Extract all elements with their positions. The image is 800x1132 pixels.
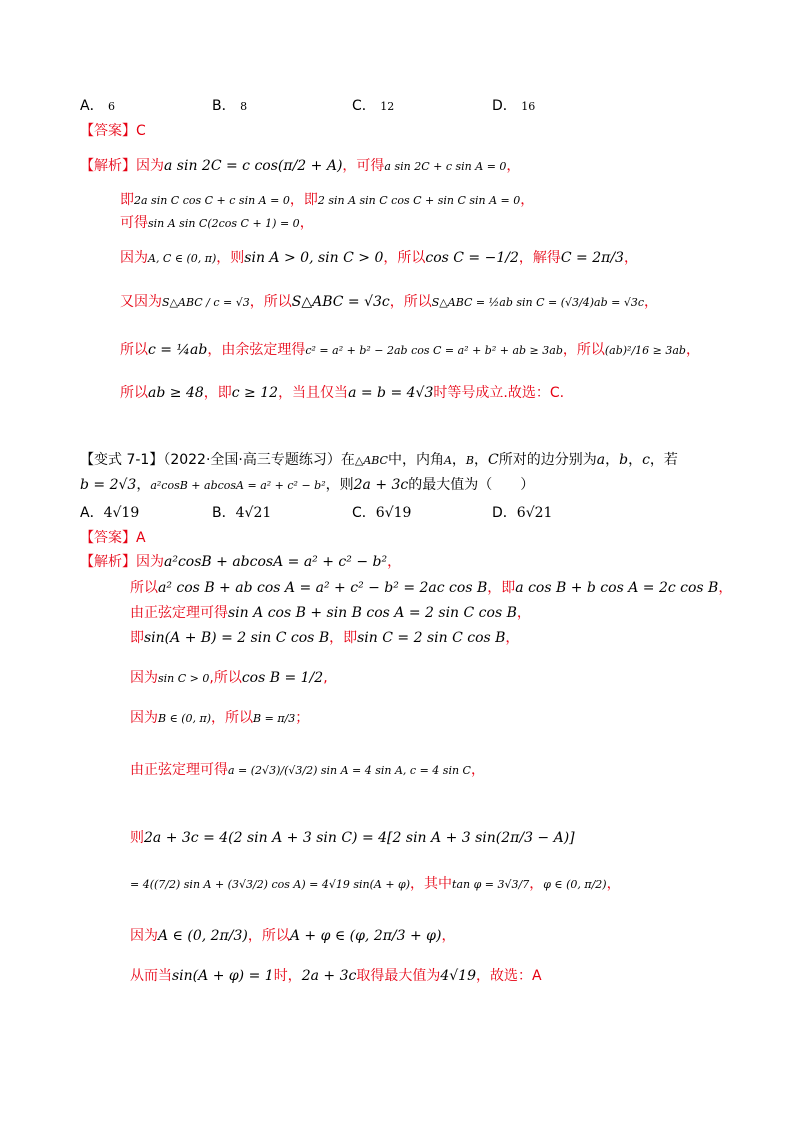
q2-condition (80, 475, 534, 496)
text: 因为 (130, 928, 158, 944)
text: ； (295, 710, 310, 726)
formula: b (619, 452, 629, 468)
formula: sin C > 0 (158, 672, 210, 685)
formula: tan φ = 3√3/7 (452, 878, 530, 891)
text: 即 (120, 192, 134, 208)
q2-analysis-line-11 (130, 966, 542, 986)
text: ，则 (325, 477, 354, 493)
option-c-label: C． (352, 98, 376, 114)
text: ，即 (487, 580, 516, 596)
text: ， (520, 192, 535, 208)
formula: △ABC (354, 454, 388, 467)
formula: S△ABC / c = √3 (162, 296, 250, 309)
formula: C (488, 452, 499, 468)
text: 所以 (120, 342, 148, 358)
text: ， (136, 477, 151, 493)
formula: 2 sin A sin C cos C + sin C sin A = 0 (317, 194, 521, 207)
q2-option-c (352, 503, 411, 523)
text: ， (506, 158, 521, 174)
q2-analysis-line-3 (130, 603, 531, 623)
text: ，当且仅当 (278, 385, 349, 401)
text: 在 (340, 452, 355, 468)
formula: a = (2√3)/(√3/2) sin A = 4 sin A, c = 4 sin C (228, 764, 471, 777)
formula: (ab)²/16 ≥ 3ab (604, 344, 686, 357)
answer-tag: 【答案】 (80, 123, 136, 139)
formula: c² = a² + b² − 2ab cos C = a² + b² + ab ≥ 3ab (305, 344, 563, 357)
formula: sin(A + φ) = 1 (172, 968, 274, 984)
text: ，若 (649, 452, 678, 468)
option-d-value: 16 (521, 100, 536, 113)
formula: 4√19 (440, 968, 476, 984)
q2-header (80, 450, 678, 471)
formula: a²cosB + abcosA = a² + c² − b² (150, 479, 326, 492)
option-value: 4√19 (103, 505, 140, 521)
text: ，所以 (211, 710, 254, 726)
formula: C = 2π/3 (560, 250, 624, 266)
text: 所以 (130, 580, 158, 596)
text: ， (644, 294, 659, 310)
q2-analysis-line-1 (80, 552, 401, 572)
q2-analysis-line-8 (130, 828, 575, 848)
formula: B = π/3 (253, 712, 296, 725)
formula: cos B = 1/2 (241, 670, 324, 686)
text: 由正弦定理可得 (130, 762, 228, 778)
formula: 2a + 3c = 4(2 sin A + 3 sin C) = 4[2 sin A + 3 sin(2π/3 − A)] (144, 830, 575, 846)
text: 中，内角 (387, 452, 444, 468)
option-b-value: 8 (240, 100, 248, 113)
formula: 2a + 3c (353, 477, 409, 493)
text: ，所以 (249, 294, 292, 310)
analysis-tag: 【解析】 (80, 158, 136, 174)
analysis-tag: 【解析】 (80, 554, 136, 570)
text: ，所以 (389, 294, 432, 310)
formula: A ∈ (0, 2π/3) (158, 928, 248, 944)
text: 从而当 (130, 968, 172, 984)
q2-analysis-line-7 (130, 760, 485, 781)
text: ， (516, 605, 531, 621)
text: ， (387, 554, 402, 570)
q2-option-b (212, 503, 271, 523)
formula: sin A cos B + sin B cos A = 2 sin C cos B (228, 605, 517, 621)
text: ，所以 (247, 928, 290, 944)
text: ，故选：A (475, 968, 542, 984)
formula: sin A sin C(2cos C + 1) = 0 (148, 217, 300, 230)
option-c (352, 96, 394, 117)
text: ，即 (329, 630, 358, 646)
option-a (80, 96, 115, 117)
q1-answer (80, 121, 146, 141)
formula: A + φ ∈ (φ, 2π/3 + φ) (289, 928, 442, 944)
answer-value: A (136, 530, 146, 546)
text: 所以 (120, 385, 148, 401)
formula: φ ∈ (0, π/2) (543, 878, 607, 891)
q2-analysis-line-6 (130, 708, 309, 729)
text: ， (605, 452, 620, 468)
formula: b = 2√3 (80, 477, 137, 493)
text: 的最大值为（ ） (408, 477, 535, 493)
formula: a sin 2C = c cos(π/2 + A) (164, 158, 343, 174)
text: , (323, 670, 328, 686)
formula: cos C = −1/2 (425, 250, 519, 266)
text: ， (628, 452, 643, 468)
formula: 2a sin C cos C + c sin A = 0 (134, 194, 290, 207)
q1-analysis-line-5 (120, 292, 658, 313)
option-label: B． (212, 505, 236, 521)
q2-analysis-line-9 (130, 874, 621, 895)
option-b-label: B． (212, 98, 236, 114)
text: ， (505, 630, 520, 646)
text: ， (623, 250, 638, 266)
formula: B (465, 454, 475, 467)
option-value: 6√19 (375, 505, 412, 521)
q2-analysis-line-5 (130, 668, 328, 689)
text: ，由余弦定理得 (207, 342, 306, 358)
formula: c = ¼ab (148, 342, 208, 358)
variant-tag: 【变式 7-1】 (80, 452, 164, 468)
q1-analysis-line-1 (80, 156, 520, 177)
formula: sin C = 2 sin C cos B (357, 630, 506, 646)
text: 时等号成立.故选：C. (433, 385, 565, 401)
text: 因为 (130, 710, 158, 726)
q1-analysis-line-3 (120, 213, 314, 234)
formula: c (642, 452, 650, 468)
formula: c ≥ 12 (231, 385, 279, 401)
text: 则 (130, 830, 144, 846)
option-d (492, 96, 535, 117)
text: 因为 (120, 250, 148, 266)
text: 因为 (136, 554, 164, 570)
formula: S△ABC = ½ab sin C = (√3/4)ab = √3c (431, 296, 645, 309)
formula: ab ≥ 48 (148, 385, 204, 401)
text: ， (606, 876, 621, 892)
formula: = 4((7/2) sin A + (3√3/2) cos A) = 4√19 sin(A + φ) (130, 878, 411, 891)
text: ， (718, 580, 733, 596)
q1-analysis-line-7 (120, 383, 564, 403)
q1-analysis-line-4 (120, 248, 638, 269)
q2-analysis-line-10 (130, 926, 455, 946)
text: 即 (130, 630, 144, 646)
text: ，其中 (410, 876, 453, 892)
text: 又因为 (120, 294, 162, 310)
formula: B ∈ (0, π) (158, 712, 212, 725)
text: ， (474, 452, 489, 468)
text: ， (685, 342, 700, 358)
option-d-label: D． (492, 98, 517, 114)
text: ，所以 (383, 250, 426, 266)
text: ，可得 (342, 158, 385, 174)
option-label: D． (492, 505, 517, 521)
answer-tag: 【答案】 (80, 530, 136, 546)
formula: a²cosB + abcosA = a² + c² − b² (164, 554, 388, 570)
text: 因为 (130, 670, 158, 686)
formula: a sin 2C + c sin A = 0 (384, 160, 507, 173)
text: 由正弦定理可得 (130, 605, 228, 621)
option-a-label: A． (80, 98, 104, 114)
formula: a cos B + b cos A = 2c cos B (515, 580, 719, 596)
text: 所对的边分别为 (498, 452, 597, 468)
text: 取得最大值为 (356, 968, 441, 984)
formula: 2a + 3c (301, 968, 357, 984)
option-b (212, 96, 247, 117)
q2-answer (80, 528, 146, 548)
q2-analysis-line-2 (130, 578, 732, 598)
option-a-value: 6 (108, 100, 116, 113)
option-label: A． (80, 505, 104, 521)
formula: sin(A + B) = 2 sin C cos B (144, 630, 330, 646)
q1-analysis-line-6 (120, 340, 700, 361)
text: ，则 (216, 250, 245, 266)
text: ，即 (289, 192, 318, 208)
option-value: 4√21 (235, 505, 272, 521)
text: ，即 (203, 385, 232, 401)
text: ， (299, 215, 314, 231)
q2-option-a (80, 503, 139, 523)
q2-option-d (492, 503, 552, 523)
option-c-value: 12 (380, 100, 395, 113)
source: （2022·全国·高三专题练习） (163, 452, 341, 468)
option-value: 6√21 (516, 505, 553, 521)
text: ， (441, 928, 456, 944)
text: ， (451, 452, 466, 468)
text: ,所以 (209, 670, 242, 686)
text: ，解得 (518, 250, 561, 266)
formula: A, C ∈ (0, π) (148, 252, 217, 265)
formula: sin A > 0, sin C > 0 (244, 250, 384, 266)
formula: a² cos B + ab cos A = a² + c² − b² = 2ac cos B (158, 580, 488, 596)
text: 因为 (136, 158, 164, 174)
text: ， (470, 762, 485, 778)
q2-analysis-line-4 (130, 628, 519, 648)
formula: A (443, 454, 452, 467)
q1-analysis-line-2 (120, 190, 534, 211)
text: ，所以 (562, 342, 605, 358)
text: 时， (273, 968, 302, 984)
answer-value: C (136, 123, 146, 139)
formula: a = b = 4√3 (348, 385, 434, 401)
formula: a (596, 452, 606, 468)
text: 可得 (120, 215, 148, 231)
option-label: C． (352, 505, 376, 521)
text: ， (529, 876, 544, 892)
formula: S△ABC = √3c (291, 294, 390, 310)
